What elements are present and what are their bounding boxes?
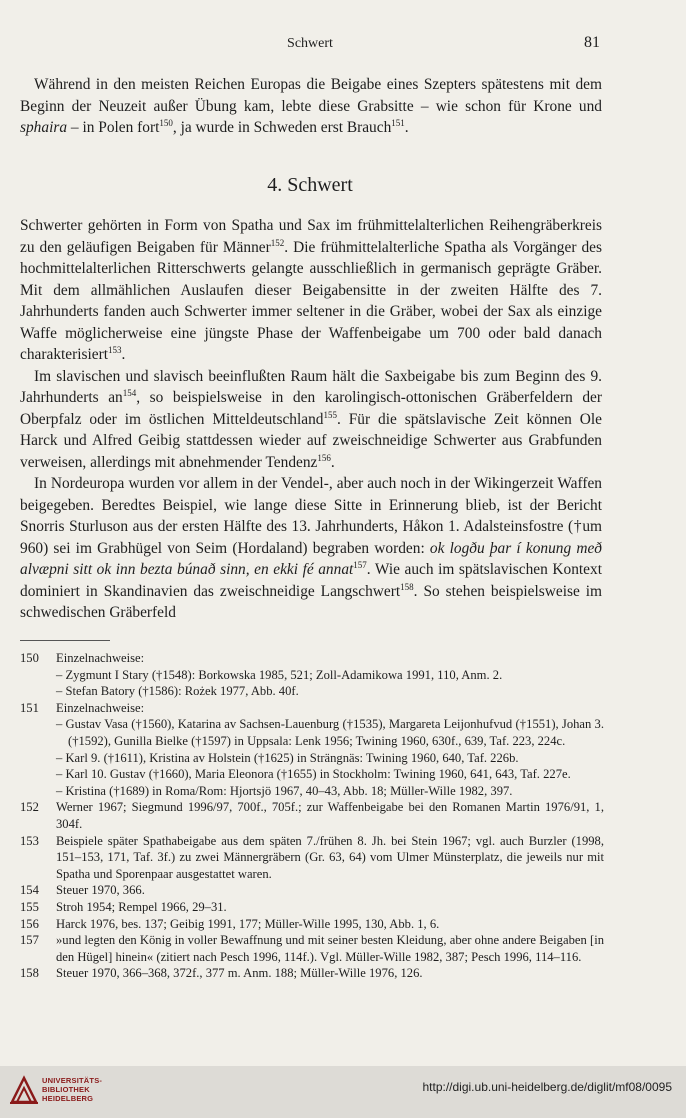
footnote-ref[interactable]: 158: [400, 581, 414, 592]
paragraph-1: [20, 215, 602, 366]
text-run: , ja wurde in Schweden erst Brauch: [172, 119, 392, 136]
library-logo-icon: [8, 1074, 40, 1106]
italic-term: sphaira: [20, 119, 68, 136]
footnote-line: – Stefan Batory (†1586): Rożek 1977, Abb. 40f.: [56, 684, 299, 699]
footnote-ref[interactable]: 153: [108, 344, 122, 355]
intro-paragraph: [20, 74, 602, 139]
text-run: . Die frühmittelalterliche Spatha als Vorgänger des hochmittelalterlichen Ritterschwerts gelangte ausschließlich in germanisch geprägte Gräber. Mit dem allmählichen Auslaufen dieser Beigabensitte in der zweiten Hälfte des 7. Jahrhunderts fanden auch Schwerter immer seltener in die Gräber, wobei der Sax als einzige Waffe möglicherweise eine jüngste Phase der Waffenbeigabe um 700 oder bald danach charakterisiert: [20, 238, 602, 363]
text-run: .: [121, 346, 126, 363]
footnote-ref[interactable]: 150: [159, 117, 173, 128]
paragraph-3: [20, 473, 602, 624]
footnote-ref[interactable]: 152: [270, 237, 285, 248]
footnote-divider: [20, 640, 110, 641]
footnote-152: [20, 799, 604, 832]
footnotes: [20, 650, 604, 982]
text-run: In Nordeuropa wurden vor allem in der Vendel-, aber auch noch in der Wikingerzeit Waffen beigegeben. Beredtes Beispiel, wie lange diese Sitte in Erinnerung blieb, ist der Bericht Snorris Sturluson aus der ersten Hälfte des 13. Jahrhunderts, Håkon 1. Adalsteinsfostre (†um 960) sei im Grabhügel von Seim (Hordaland) begraben worden:: [20, 475, 602, 557]
footnote-number: 151: [20, 700, 39, 715]
italic-quote: ok logðu þar í konung með alvæpni sitt ok inn bezta búnað sinn, en ekki fé annat: [20, 539, 602, 578]
running-head: [0, 36, 686, 56]
footnote-text: Stroh 1954; Rempel 1966, 29–31.: [56, 899, 227, 914]
footnote-text: Beispiele später Spathabeigabe aus dem späten 7./frühen 8. Jh. bei Stein 1967; vgl. auch Burzler (1998, 151–153, 171, Taf. 3f.) zu zwei Männergräbern (Gr. 63, 64) vom Ulmer Münsterplatz, die jeweils nur mit Spatha und Sporenpaar ausgestattet waren.: [56, 833, 604, 881]
footnote-157: [20, 932, 604, 965]
section-heading: 4. Schwert: [267, 174, 353, 196]
running-head-title: Schwert: [287, 36, 333, 51]
footnote-ref[interactable]: 157: [353, 559, 367, 570]
footnote-line: Einzelnachweise:: [56, 651, 145, 665]
footnote-number: 154: [20, 883, 39, 898]
footnote-line: – Zygmunt I Stary (†1548): Borkowska 1985, 521; Zoll-Adamikowa 1991, 110, Anm. 2.: [56, 667, 503, 682]
footnote-156: [20, 916, 604, 933]
text-run: Im slavischen und slavisch beeinflußten Raum hält die Saxbeigabe bis zum Beginn des 9. Jahrhunderts an: [20, 367, 602, 406]
library-name-line: UNIVERSITÄTS-: [42, 1076, 103, 1085]
text-run: . So stehen beispielsweise im schwedischen Gräberfeld: [20, 582, 603, 621]
footnote-154: [20, 882, 604, 899]
library-name-line: HEIDELBERG: [42, 1094, 94, 1103]
footnote-150: [20, 650, 604, 700]
digitization-footer: [0, 1066, 686, 1118]
source-url-link[interactable]: http://digi.ub.uni-heidelberg.de/diglit/mf08/0095: [422, 1080, 672, 1094]
text-run: .: [330, 453, 335, 471]
text-run: . Für die spätslavische Zeit können Ole Harck und Alfred Geibig stattdessen wieder auf zweischneidige Schwerter aus Grabfunden verweisen, allerdings mit abnehmender Tendenz: [20, 410, 602, 471]
footnote-ref[interactable]: 151: [391, 117, 405, 128]
text-run: – in Polen fort: [67, 119, 160, 136]
footnote-line: Einzelnachweise:: [56, 700, 145, 715]
footnote-line: – Karl 10. Gustav (†1660), Maria Eleonora (†1655) in Stockholm: Twining 1960, 641, 643, Taf. 227e.: [56, 767, 571, 782]
footnote-153: [20, 833, 604, 883]
footnote-158: [20, 965, 604, 982]
footnote-151: [20, 700, 604, 800]
footnote-number: 158: [20, 966, 39, 981]
text-run: , so beispielsweise in den karolingisch-ottonischen Gräberfeldern der Oberpfalz oder im östlichen Mitteldeutschland: [20, 389, 602, 428]
text-run: Schwerter gehörten in Form von Spatha und Sax im frühmittelalterlichen Reihengräberkreis zu den geläufigen Beigaben für Männer: [20, 217, 602, 256]
footnote-number: 153: [20, 833, 39, 848]
footnote-number: 157: [20, 933, 39, 948]
footnote-number: 156: [20, 916, 39, 931]
footnote-number: 155: [20, 899, 39, 914]
footnote-line: – Gustav Vasa (†1560), Katarina av Sachsen-Lauenburg (†1535), Margareta Leijonhufvud (†1551), Johan 3. (†1592), Gunilla Bielke (†1597) in Uppsala: Lenk 1956; Twining 1960, 630f., 639, Taf. 223, 224c.: [56, 717, 604, 748]
text-run: .: [404, 119, 409, 136]
footnote-number: 150: [20, 651, 39, 665]
paragraph-2: [20, 366, 602, 474]
footnote-text: Harck 1976, bes. 137; Geibig 1991, 177; Müller-Wille 1995, 130, Abb. 1, 6.: [56, 916, 440, 931]
footnote-ref[interactable]: 156: [317, 452, 331, 463]
footnote-number: 152: [20, 800, 39, 815]
footnote-line: – Karl 9. (†1611), Kristina av Holstein (†1625) in Strängnäs: Twining 1960, 640, Taf. 226b.: [56, 750, 519, 765]
text-run: . Wie auch im spätslavischen Kontext dominiert in Skandinavien das zweischneidige Langschwert: [20, 561, 602, 600]
footnote-text: Werner 1967; Siegmund 1996/97, 700f., 705f.; zur Waffenbeigabe bei den Romanen Martin 1976/91, 1, 304f.: [56, 800, 604, 831]
footnote-text: »und legten den König in voller Bewaffnung und mit seiner besten Kleidung, aber ohne andere Beigaben [in den Hügel] hinein« (zitiert nach Pesch 1996, 114f.). Vgl. Müller-Wille 1982, 387; Pesch 1996, 114–116.: [56, 933, 604, 964]
body-text: [20, 215, 602, 624]
footnote-ref[interactable]: 154: [122, 387, 137, 398]
footnote-text: Steuer 1970, 366.: [56, 883, 145, 898]
text-run: Während in den meisten Reichen Europas die Beigabe eines Szepters spätestens mit dem Beginn der Neuzeit außer Übung kam, lebte diese Grabsitte – wie schon für Krone und: [20, 76, 602, 115]
footnote-text: Steuer 1970, 366–368, 372f., 377 m. Anm. 188; Müller-Wille 1976, 126.: [56, 966, 423, 981]
footnote-ref[interactable]: 155: [323, 409, 337, 420]
footnote-155: [20, 899, 604, 916]
library-name: [42, 1076, 102, 1103]
page-number: 81: [584, 34, 600, 51]
library-name-line: BIBLIOTHEK: [42, 1085, 90, 1094]
footnote-line: – Kristina (†1689) in Roma/Rom: Hjortsjö 1967, 40–43, Abb. 18; Müller-Wille 1982, 397.: [56, 783, 513, 798]
